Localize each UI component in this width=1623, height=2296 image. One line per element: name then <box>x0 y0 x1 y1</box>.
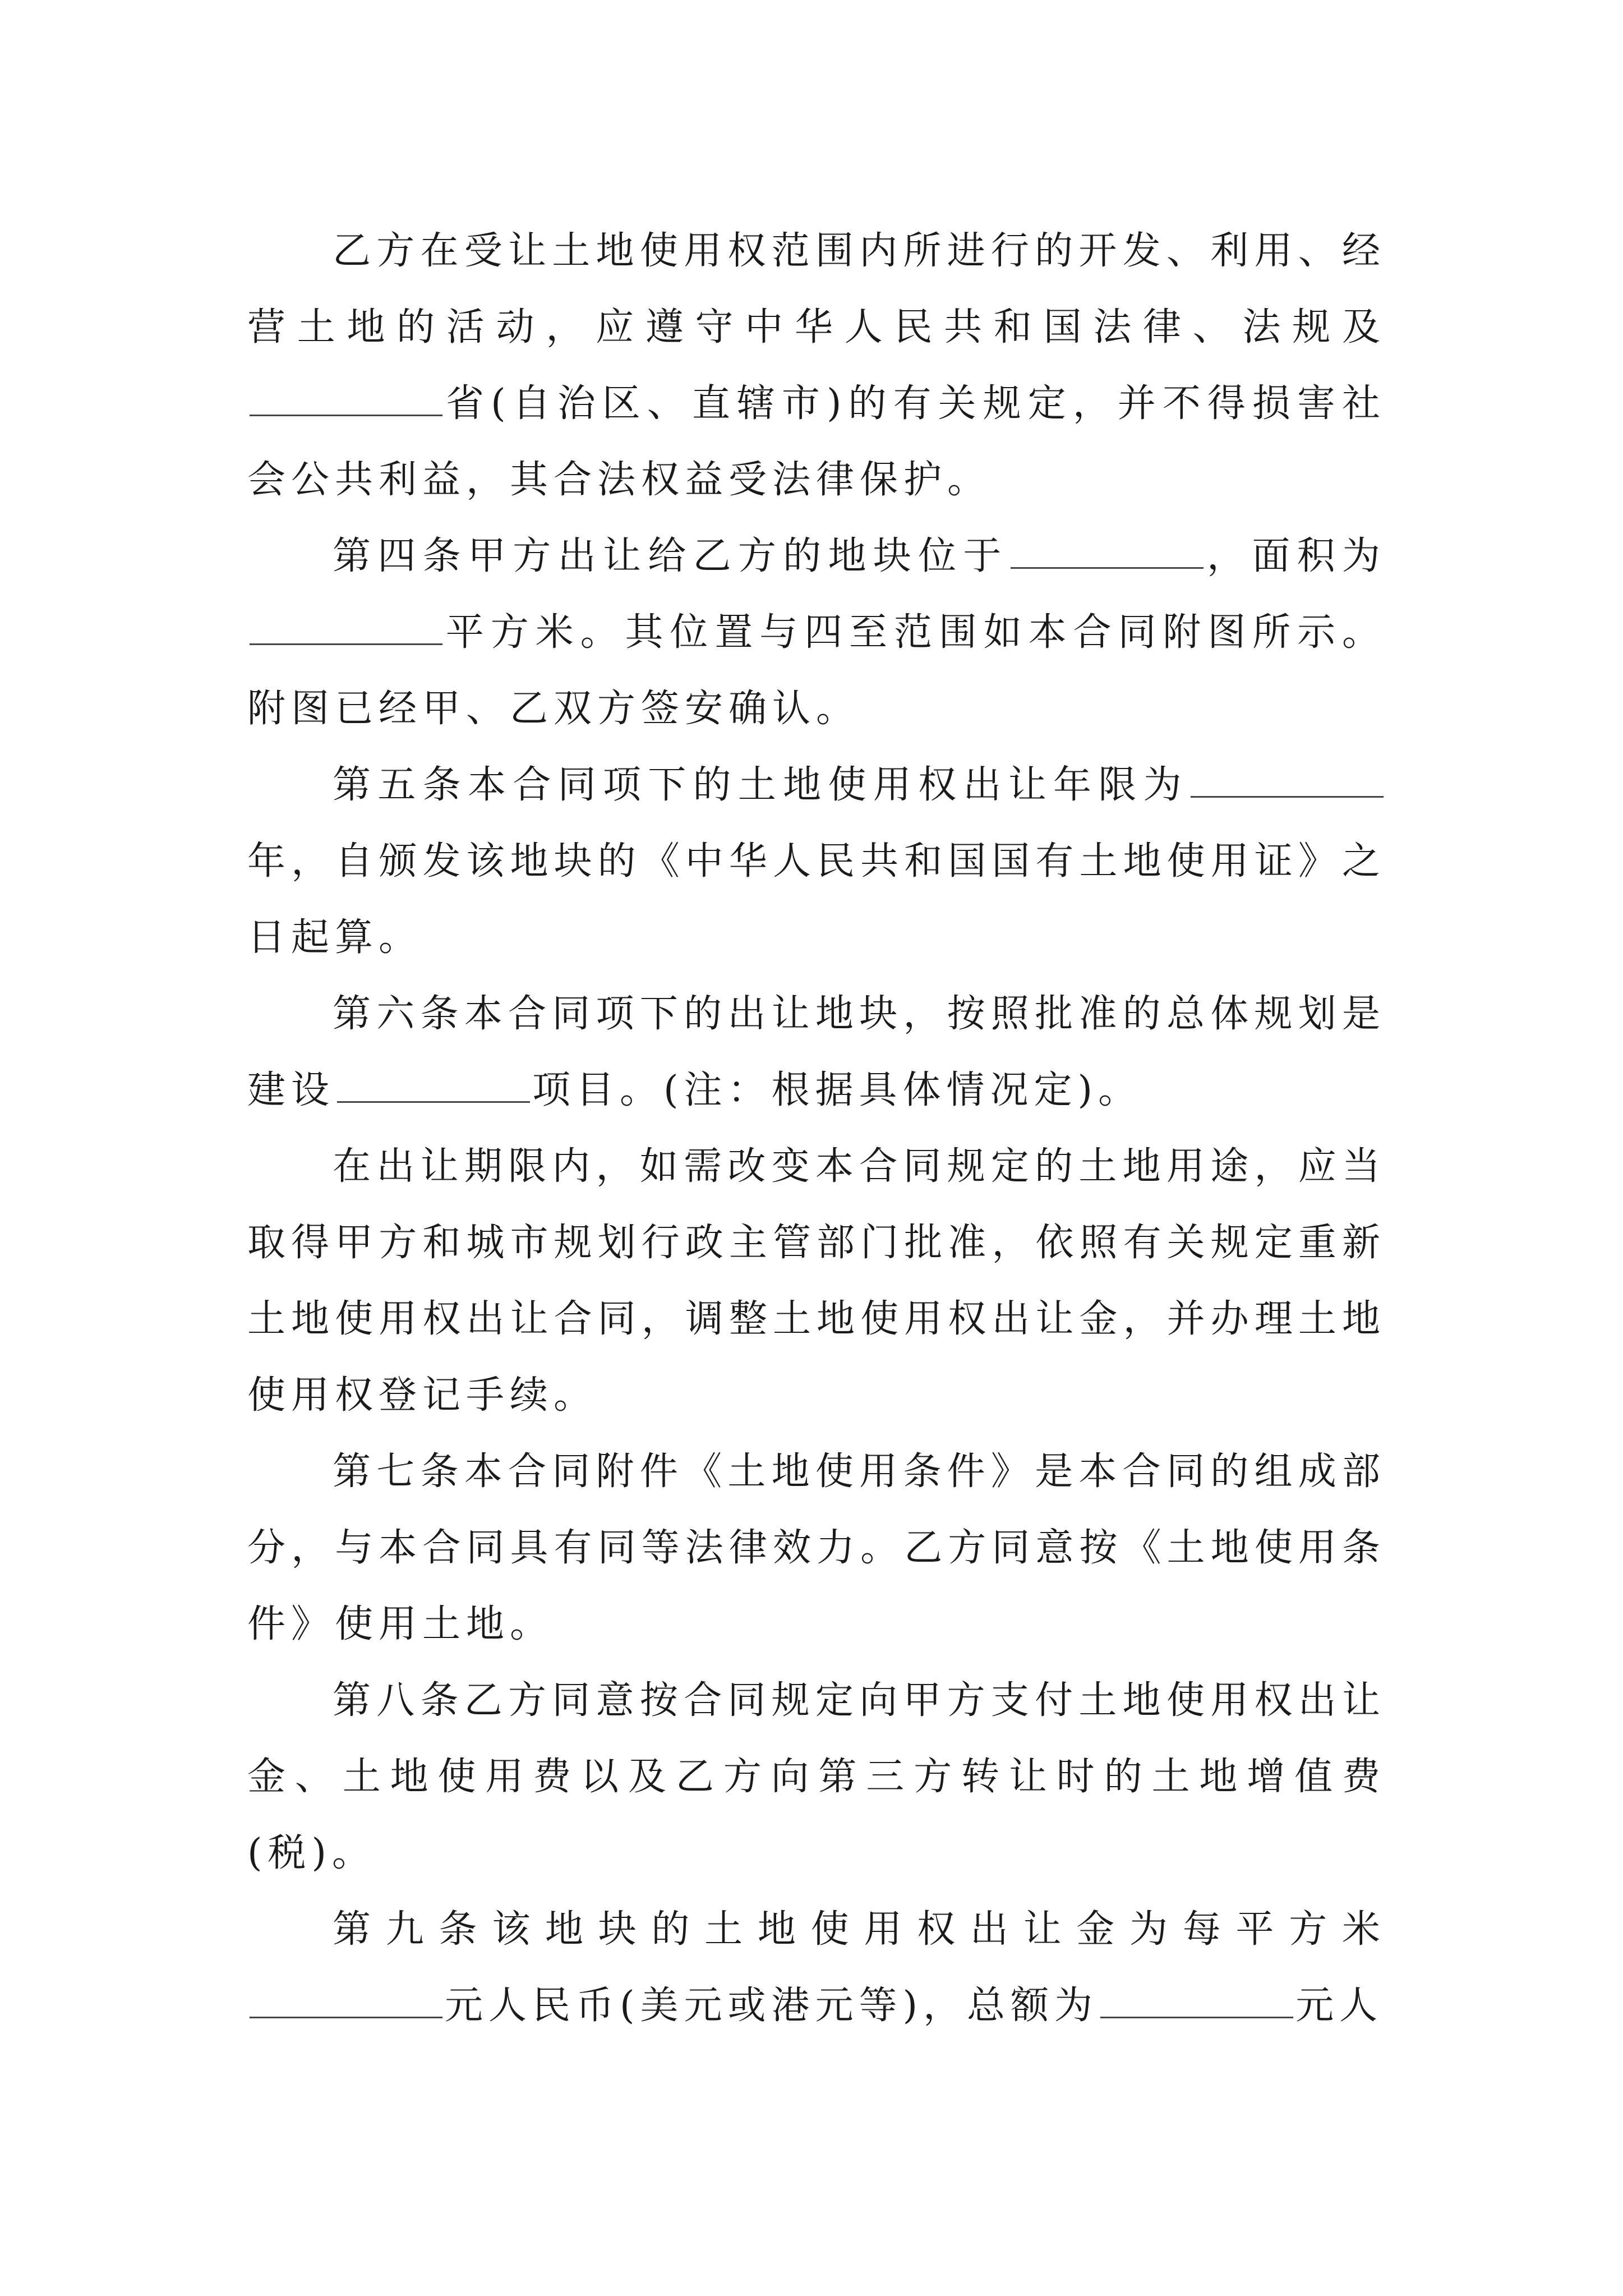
paragraph-text: 第七条本合同附件《土地使用条件》是本合同的组成部分，与本合同具有同等法律效力。乙方同意按《土地使用条件》使用土地。 <box>247 1450 1386 1646</box>
paragraph-text: 第八条乙方同意按合同规定向甲方支付土地使用权出让金、土地使用费以及乙方向第三方转让时的土地增值费(税)。 <box>247 1678 1386 1875</box>
paragraph-article-8 <box>247 1663 1386 1892</box>
blank-project-field[interactable] <box>337 1068 530 1103</box>
paragraph-article-9 <box>247 1892 1386 2044</box>
paragraph-text: 年，自颁发该地块的《中华人民共和国国有土地使用证》之日起算。 <box>247 839 1386 960</box>
paragraph-text: 乙方在受让土地使用权范围内所进行的开发、利用、经营土地的活动，应遵守中华人民共和国法律、法规及 <box>247 229 1386 349</box>
paragraph-land-use-compliance <box>247 213 1386 518</box>
paragraph-text: 省(自治区、直辖市)的有关规定，并不得损害社会公共利益，其合法权益受法律保护。 <box>247 381 1386 502</box>
blank-location-field[interactable] <box>1011 533 1204 569</box>
paragraph-article-5 <box>247 747 1386 976</box>
paragraph-text: 元人民币(美元或港元等)，总额为 <box>445 1984 1099 2028</box>
paragraph-text: 平方米。其位置与四至范围如本合同附图所示。附图已经甲、乙双方签安确认。 <box>247 610 1386 731</box>
paragraph-text: 元人 <box>1295 1984 1384 2028</box>
paragraph-text: 第五条本合同项下的土地使用权出让年限为 <box>333 763 1188 807</box>
blank-total-amount-field[interactable] <box>1100 1983 1293 2018</box>
paragraph-text: 第四条甲方出让给乙方的地块位于 <box>333 534 1008 578</box>
contract-body <box>247 213 1386 2044</box>
blank-term-years-field[interactable] <box>1191 762 1384 798</box>
paragraph-article-6 <box>247 976 1386 1129</box>
paragraph-text: ，面积为 <box>1205 534 1386 578</box>
blank-price-per-sqm-field[interactable] <box>250 1983 442 2018</box>
paragraph-article-7 <box>247 1434 1386 1663</box>
paragraph-land-use-change <box>247 1129 1386 1434</box>
paragraph-text: 第六条本合同项下的出让地块，按照批准的总体规划是建设 <box>247 992 1386 1112</box>
blank-province-field[interactable] <box>250 381 442 416</box>
paragraph-text: 第九条该地块的土地使用权出让金为每平方米 <box>333 1907 1386 1952</box>
blank-area-field[interactable] <box>250 610 442 645</box>
paragraph-text: 在出让期限内，如需改变本合同规定的土地用途，应当取得甲方和城市规划行政主管部门批准，依照有关规定重新土地使用权出让合同，调整土地使用权出让金，并办理土地使用权登记手续。 <box>247 1144 1386 1418</box>
paragraph-text: 项目。(注：根据具体情况定)。 <box>532 1068 1142 1112</box>
paragraph-article-4 <box>247 518 1386 747</box>
